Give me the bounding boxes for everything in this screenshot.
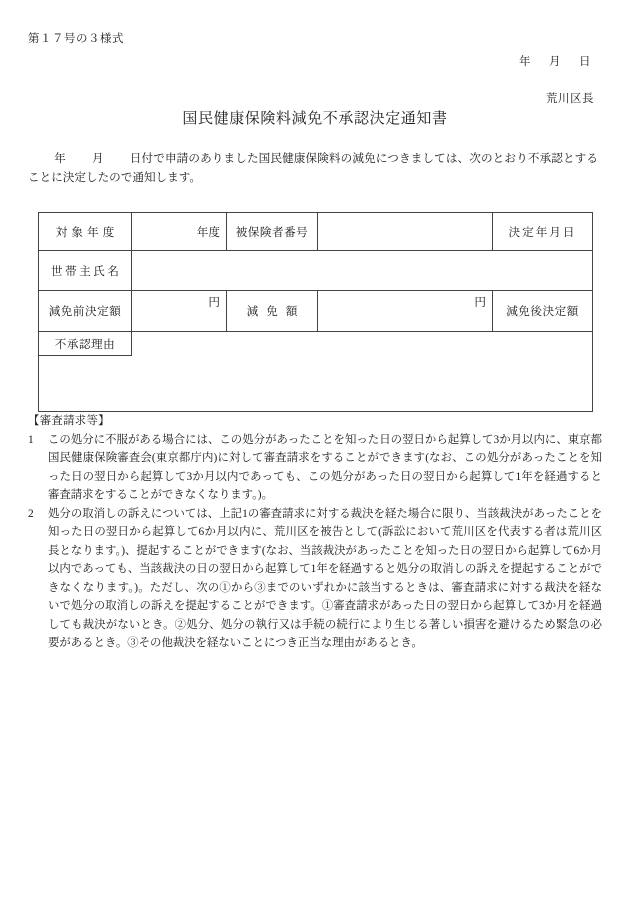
note-number: 1 <box>28 433 34 446</box>
appeal-notes-heading: 【審査請求等】 <box>28 415 110 427</box>
table-row <box>39 356 593 412</box>
rejection-reason-top-spacer <box>132 332 593 356</box>
issue-date-line: 年 月 日 <box>519 56 594 68</box>
form-number: 第１７号の３様式 <box>28 33 124 45</box>
decision-table <box>38 212 593 412</box>
yen-unit: 円 <box>208 296 220 309</box>
target-year-value[interactable]: 年度 <box>132 213 227 251</box>
appeal-notes-section <box>28 412 602 653</box>
table-row <box>39 251 593 291</box>
intro-month-label: 月 <box>91 152 104 165</box>
list-item <box>28 505 602 653</box>
householder-name-value[interactable] <box>132 251 593 291</box>
amount-before-reduction-value[interactable] <box>132 291 227 332</box>
householder-name-label: 世帯主氏名 <box>39 251 132 291</box>
reduction-amount-value[interactable] <box>318 291 493 332</box>
table-row <box>39 332 593 356</box>
insured-number-label: 被保険者番号 <box>227 213 318 251</box>
yen-unit: 円 <box>474 296 486 309</box>
table-row <box>39 291 593 332</box>
reduction-amount-label: 減免額 <box>227 291 318 332</box>
table-row <box>39 213 593 251</box>
intro-year-label: 年 <box>54 152 66 165</box>
intro-body-text: 日付で申請のありました国民健康保険料の減免につきましては、次のとおり不承認とすることに決定したので通知します。 <box>28 152 598 184</box>
amount-before-reduction-label: 減免前決定額 <box>39 291 132 332</box>
rejection-reason-value[interactable] <box>39 356 593 412</box>
issuer-name: 荒川区長 <box>546 93 594 105</box>
page-title: 国民健康保険料減免不承認決定通知書 <box>182 111 448 127</box>
list-item <box>28 431 602 505</box>
note-text: この処分に不服がある場合には、この処分があったことを知った日の翌日から起算して3か月以内に、東京都国民健康保険審査会(東京都庁内)に対して審査請求をすることができます(なお、この処分があったことを知った日の翌日から起算して3か月以内であっても、この処分があった日の翌日から起算して1年を経過すると審査請求をすることができなくなります。)。 <box>48 433 602 501</box>
note-text: 処分の取消しの訴えについては、上記1の審査請求に対する裁決を経た場合に限り、当該裁決があったことを知った日の翌日から起算して6か月以内に、荒川区を被告として(訴訟において荒川区を代表する者は荒川区長となります。)、提起することができます(なお、当該裁決があったことを知った日の翌日から起算して6か月以内であっても、当該裁決の日の翌日から起算して1年を経過すると処分の取消しの訴えを提起することができなくなります。)。ただし、次の①から③までのいずれかに該当するときは、審査請求に対する裁決を経ないで処分の取消しの訴えを提起することができます。①審査請求があった日の翌日から起算して3か月を経過しても裁決がないとき。②処分、処分の執行又は手続の続行により生じる著しい損害を避けるため緊急の必要があるとき。③その他裁決を経ないことにつき正当な理由があるとき。 <box>48 507 602 649</box>
insured-number-value[interactable] <box>318 213 493 251</box>
intro-paragraph <box>28 149 598 187</box>
rejection-reason-label: 不承認理由 <box>39 332 132 356</box>
decision-date-label: 決定年月日 <box>493 213 593 251</box>
note-number: 2 <box>28 507 34 520</box>
target-year-label: 対象年度 <box>39 213 132 251</box>
amount-after-reduction-label: 減免後決定額 <box>493 291 593 332</box>
